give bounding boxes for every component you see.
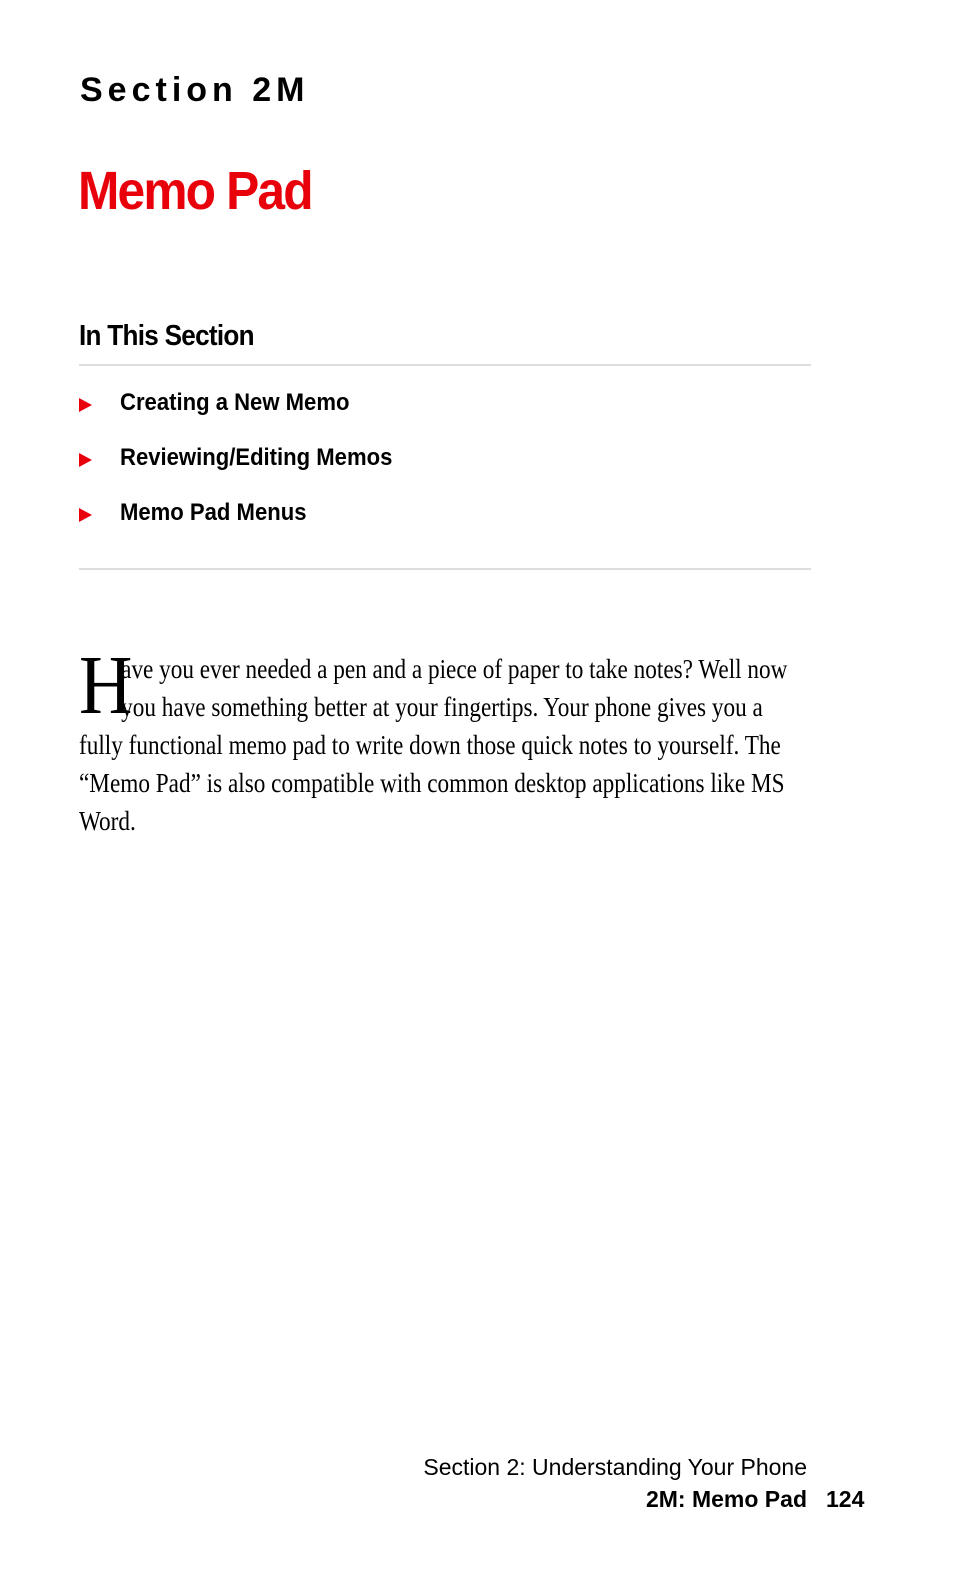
page-number: 124 xyxy=(826,1486,865,1512)
intro-line: ave you ever needed a pen and a piece of paper to take notes? Well now xyxy=(121,654,788,684)
chapter-title: Memo Pad xyxy=(78,161,312,221)
toc-link-memo-pad-menus[interactable]: Memo Pad Menus xyxy=(120,499,307,526)
toc-link-reviewing-editing-memos[interactable]: Reviewing/Editing Memos xyxy=(120,444,393,471)
toc-link-creating-new-memo[interactable]: Creating a New Memo xyxy=(120,389,350,416)
intro-line: fully functional memo pad to write down those quick notes to yourself. The xyxy=(79,730,781,760)
section-label: Section 2M xyxy=(80,71,310,109)
intro-line: “Memo Pad” is also compatible with common desktop applications like MS xyxy=(79,768,785,798)
drop-cap: H xyxy=(79,639,133,732)
intro-line: Word. xyxy=(79,806,136,836)
in-this-section-heading: In This Section xyxy=(79,320,254,352)
toc-top-divider xyxy=(79,364,811,366)
footer-chapter-label: 2M: Memo Pad xyxy=(645,1486,807,1512)
triangle-right-icon xyxy=(79,508,92,522)
triangle-right-icon xyxy=(79,398,92,412)
triangle-right-icon xyxy=(79,453,92,467)
intro-line: you have something better at your fingertips. Your phone gives you a xyxy=(121,692,763,722)
intro-paragraph xyxy=(79,639,839,840)
footer-section-title: Section 2: Understanding Your Phone xyxy=(423,1454,807,1480)
toc-bottom-divider xyxy=(79,568,811,570)
